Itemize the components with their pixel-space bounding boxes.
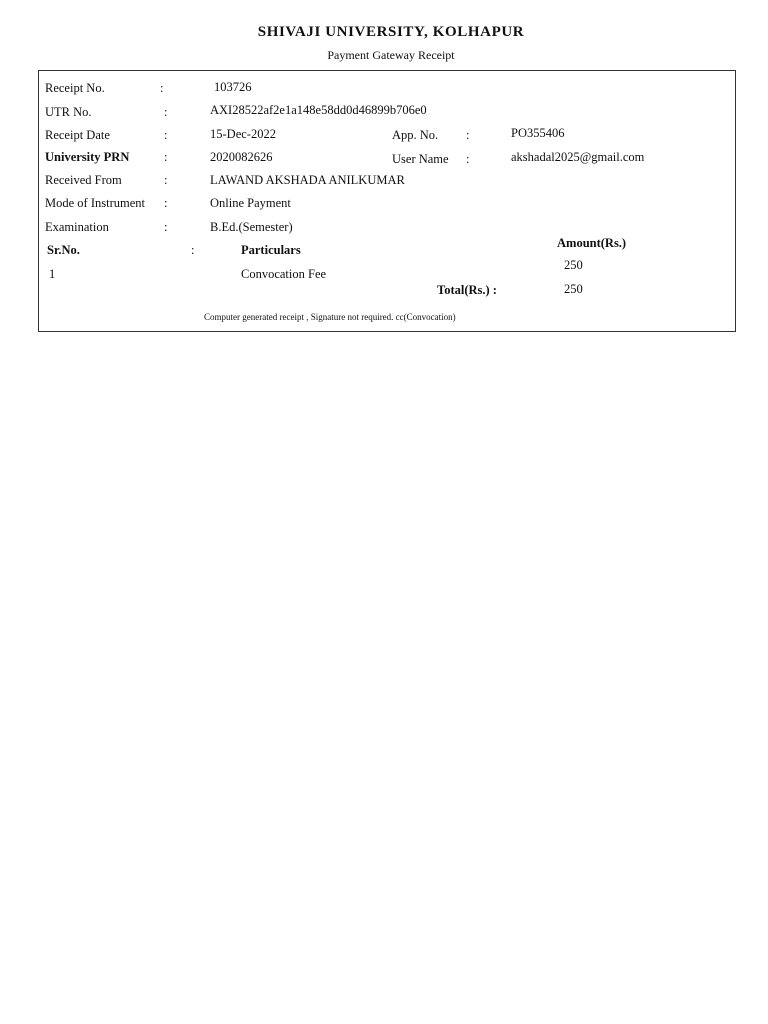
user-name-value: akshadal2025@gmail.com <box>511 150 645 164</box>
receipt-no-label: Receipt No. <box>45 81 105 95</box>
prn-value: 2020082626 <box>210 150 273 164</box>
srno-header: Sr.No. <box>47 243 80 257</box>
instrument-label: Mode of Instrument <box>45 196 145 210</box>
received-from-colon: : <box>164 173 168 187</box>
row-srno: 1 <box>49 267 56 281</box>
received-from-label: Received From <box>45 173 122 187</box>
row-particular: Convocation Fee <box>241 267 327 281</box>
receipt-no-value: 103726 <box>214 80 252 94</box>
user-name-colon: : <box>466 152 470 166</box>
row-amount: 250 <box>564 258 583 272</box>
amount-header: Amount(Rs.) <box>557 236 627 250</box>
app-no-value: PO355406 <box>511 126 565 140</box>
footer-note: Computer generated receipt , Signature not required. cc(Convocation) <box>204 312 456 322</box>
receipt-date-colon: : <box>164 128 168 142</box>
exam-label: Examination <box>45 220 109 234</box>
receipt-date-label: Receipt Date <box>45 128 110 142</box>
exam-colon: : <box>164 220 168 234</box>
prn-colon: : <box>164 150 168 164</box>
exam-value: B.Ed.(Semester) <box>210 220 293 234</box>
utr-no-label: UTR No. <box>45 105 92 119</box>
instrument-value: Online Payment <box>210 196 291 210</box>
receipt-no-colon: : <box>160 81 164 95</box>
receipt-date-value: 15-Dec-2022 <box>210 127 276 141</box>
app-no-colon: : <box>466 128 470 142</box>
prn-label: University PRN <box>45 150 130 164</box>
receipt-subtitle: Payment Gateway Receipt <box>327 48 455 62</box>
utr-no-colon: : <box>164 105 168 119</box>
received-from-value: LAWAND AKSHADA ANILKUMAR <box>210 173 405 187</box>
user-name-label: User Name <box>392 152 449 166</box>
instrument-colon: : <box>164 196 168 210</box>
utr-no-value: AXI28522af2e1a148e58dd0d46899b706e0 <box>210 103 427 117</box>
total-label: Total(Rs.) : <box>437 283 497 297</box>
app-no-label: App. No. <box>392 128 439 142</box>
particulars-header: Particulars <box>241 243 301 257</box>
university-title: SHIVAJI UNIVERSITY, KOLHAPUR <box>257 24 525 40</box>
total-value: 250 <box>564 282 583 296</box>
srno-colon: : <box>191 243 195 257</box>
